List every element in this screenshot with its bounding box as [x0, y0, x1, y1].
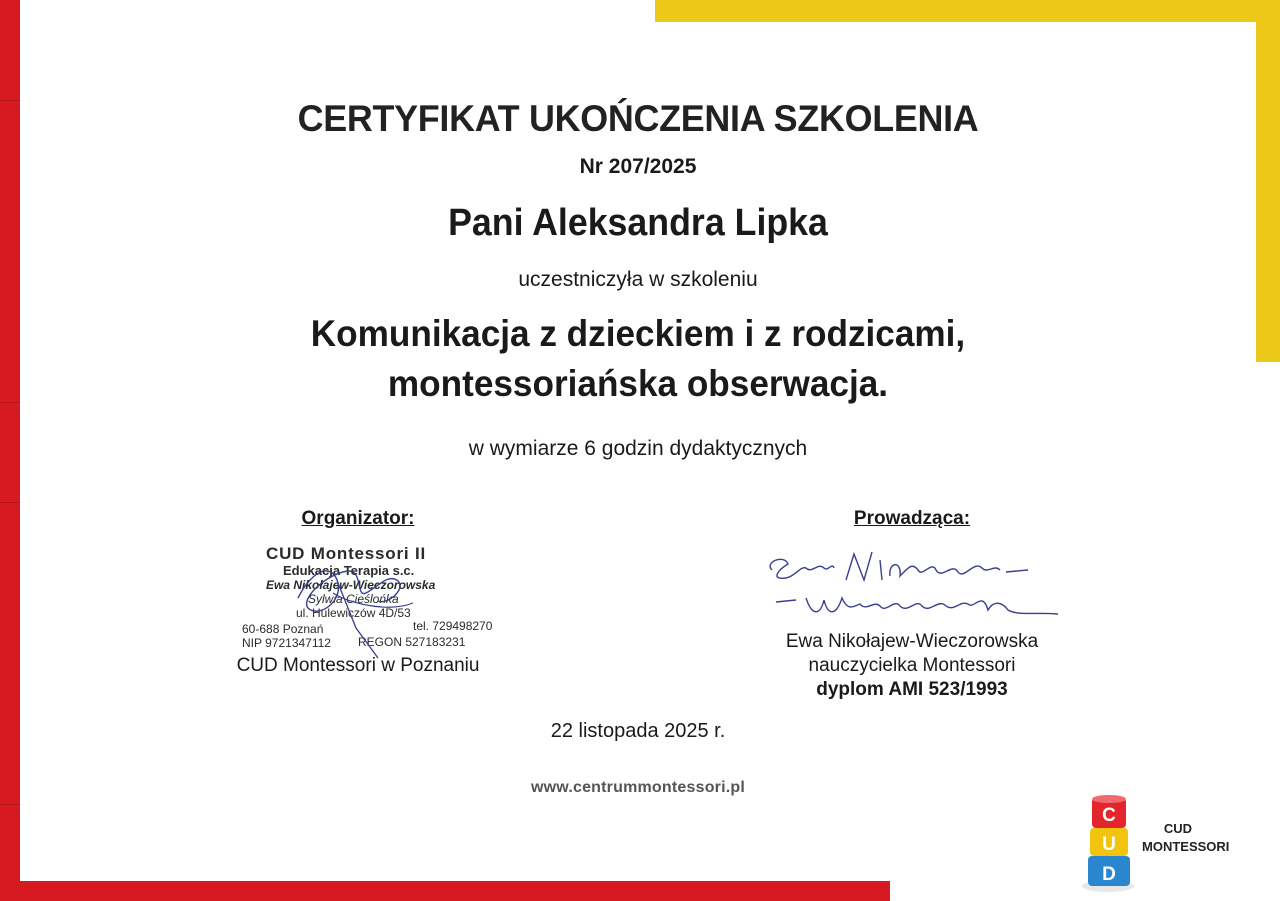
instructor-diploma: dyplom AMI 523/1993 [816, 679, 1008, 700]
organizer-caption: CUD Montessori w Poznaniu [236, 655, 480, 676]
border-tick [0, 502, 20, 503]
cud-montessori-logo [1080, 794, 1142, 894]
stamp-nip: NIP 9721347112 [242, 636, 331, 650]
organizer-heading: Organizator: [301, 508, 415, 529]
instructor-role: nauczycielka Montessori [808, 655, 1016, 676]
stamp-regon: REGON 527183231 [358, 635, 466, 649]
top-yellow-border [655, 0, 1280, 22]
logo-letter-d: D [1102, 864, 1116, 885]
instructor-signature [762, 540, 1072, 630]
right-yellow-border [1256, 0, 1280, 362]
website-link[interactable]: www.centrummontessori.pl [530, 779, 746, 796]
organizer-signature [238, 543, 488, 663]
stamp-line2: Edukacja Terapia s.c. [283, 563, 415, 578]
certificate-title: CERTYFIKAT UKOŃCZENIA SZKOLENIA [297, 98, 979, 139]
stamp-line1: CUD Montessori II [266, 544, 427, 563]
bottom-red-border [0, 881, 890, 901]
recipient-name: Pani Aleksandra Lipka [448, 202, 828, 244]
stamp-postal: 60-688 Poznań [242, 622, 324, 636]
border-tick [0, 804, 20, 805]
organizer-block [208, 508, 508, 530]
instructor-name: Ewa Nikołajew-Wieczorowska [785, 631, 1039, 652]
border-tick [0, 100, 20, 101]
instructor-details [762, 630, 1062, 702]
certificate-number: Nr 207/2025 [579, 155, 697, 178]
organizer-stamp [238, 543, 493, 653]
stamp-line5: ul. Hulewiczów 4D/53 [296, 606, 411, 620]
instructor-block [762, 508, 1062, 530]
course-title-line2: montessoriańska obserwacja. [387, 363, 889, 404]
logo-text-line1: CUD [1163, 821, 1193, 836]
course-hours: w wymiarze 6 godzin dydaktycznych [468, 437, 808, 460]
logo-text-line2: MONTESSORI [1142, 839, 1230, 854]
instructor-heading: Prowadząca: [853, 508, 971, 529]
participation-text: uczestniczyła w szkoleniu [518, 268, 758, 291]
stamp-phone: tel. 729498270 [413, 619, 493, 633]
course-title-line1: Komunikacja z dzieckiem i z rodzicami, [310, 313, 966, 354]
logo-text [1142, 820, 1230, 856]
border-tick [0, 402, 20, 403]
stamp-line4: Sylwia Cieślońka [308, 592, 399, 606]
logo-letter-c: C [1102, 805, 1116, 826]
certificate-date: 22 listopada 2025 r. [550, 720, 726, 742]
stamp-line3: Ewa Nikołajew-Wieczorowska [266, 578, 436, 592]
logo-letter-u: U [1102, 834, 1116, 855]
